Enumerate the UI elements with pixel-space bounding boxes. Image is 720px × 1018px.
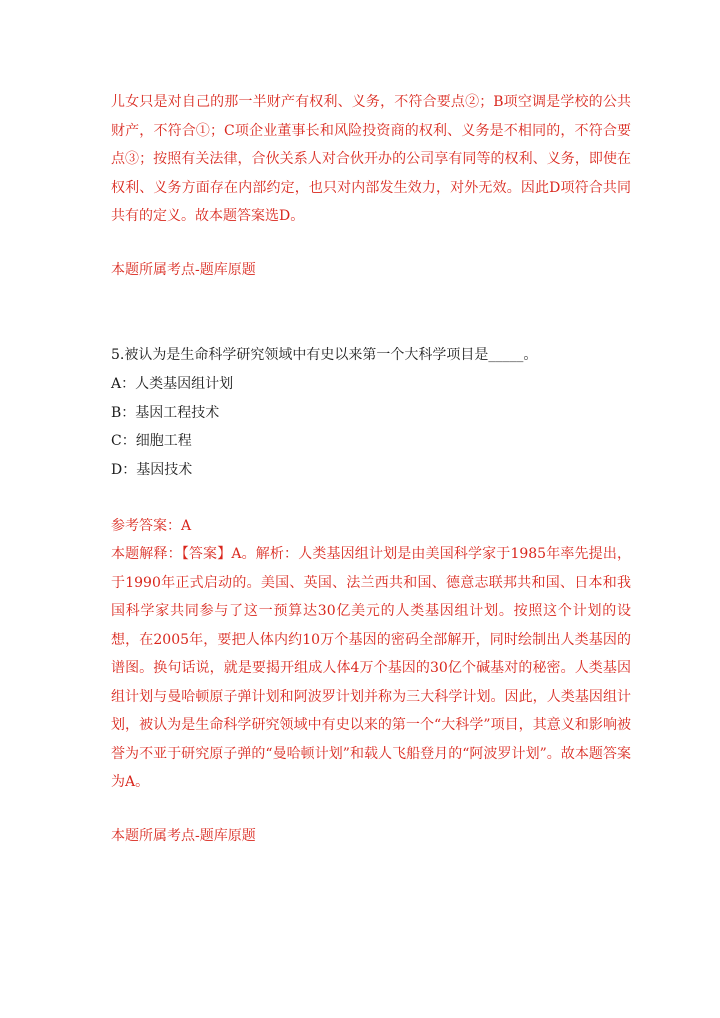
question-5-block bbox=[111, 345, 631, 365]
question-5-explanation-block bbox=[111, 540, 631, 797]
reference-answer: 参考答案：A bbox=[111, 518, 192, 534]
question-5-source-label: 本题所属考点-题库原题 bbox=[111, 828, 256, 844]
option-b: B：基因工程技术 bbox=[111, 404, 220, 421]
question-5-explanation: 本题解释：【答案】A。解析：人类基因组计划是由美国科学家于1985年率先提出，于1990年正式启动的。美国、英国、法兰西共和国、德意志联邦共和国、日本和我国科学家共同参与了这一预算达30亿美元的人类基因组计划。按照这个计划的设想，在2005年，要把人体内约10万个基因的密码全部解开，同时绘制出人类基因的谱图。换句话说，就是要揭开组成人体4万个基因的30亿个碱基对的秘密。人类基因组计划与曼哈顿原子弹计划和阿波罗计划并称为三大科学计划。因此，人类基因组计划，被认为是生命科学研究领域中有史以来的第一个“大科学”项目，其意义和影响被誉为不亚于研究原子弹的“曼哈顿计划”和载人飞船登月的“阿波罗计划”。故本题答案为A。 bbox=[111, 546, 631, 790]
answer-block bbox=[111, 516, 631, 536]
previous-answer-explanation: 儿女只是对自己的那一半财产有权利、义务，不符合要点②；B项空调是学校的公共财产，不符合①；C项企业董事长和风险投资商的权利、义务是不相同的，不符合要点③；按照有关法律，合伙关系人对合伙开办的公司享有同等的权利、义务，即使在权利、义务方面存在内部约定，也只对内部发生效力，对外无效。因此D项符合共同共有的定义。故本题答案选D。 bbox=[111, 94, 631, 224]
question-5-stem: 5.被认为是生命科学研究领域中有史以来第一个大科学项目是_____。 bbox=[111, 347, 538, 363]
previous-source-block bbox=[111, 260, 631, 280]
option-a: A：人类基因组计划 bbox=[111, 376, 234, 392]
previous-source-label: 本题所属考点-题库原题 bbox=[111, 262, 256, 278]
option-d: D：基因技术 bbox=[111, 461, 193, 478]
question-5-options bbox=[111, 374, 631, 488]
option-c: C：细胞工程 bbox=[111, 433, 192, 449]
previous-answer-explanation-block bbox=[111, 88, 631, 231]
question-5-source-block bbox=[111, 826, 631, 846]
